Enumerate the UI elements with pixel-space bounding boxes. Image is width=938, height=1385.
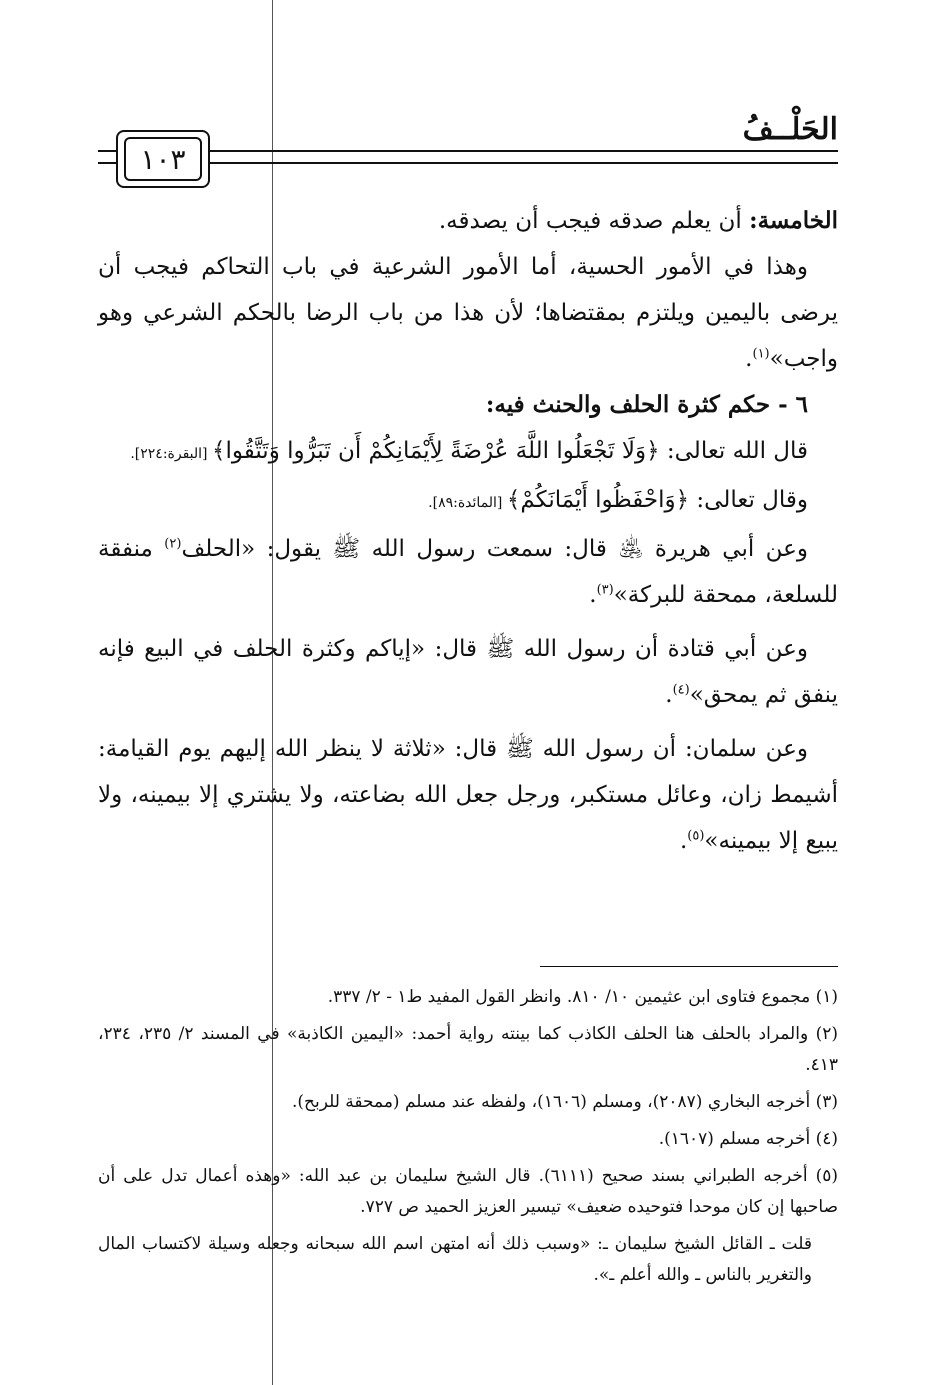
footnote-5-continuation: قلت ـ القائل الشيخ سليمان ـ: «وسبب ذلك أنه امتهن اسم الله سبحانه وجعله وسيلة لاكتساب المال والتغرير بالناس ـ والله أعلم ـ». bbox=[98, 1234, 812, 1285]
header-rule bbox=[208, 150, 838, 164]
paragraph-sensory: وهذا في الأمور الحسية، أما الأمور الشرعية في باب التحاكم فيجب أن يرضى باليمين ويلتزم بمقتضاها؛ لأن هذا من باب الرضا بالحكم الشرعي وهو واجب»$^{(١)}$. bbox=[98, 254, 838, 372]
running-title: الحَلْــفُ bbox=[742, 112, 838, 147]
footnotes bbox=[98, 982, 838, 1297]
paragraph-label: الخامسة: bbox=[749, 207, 838, 234]
paragraph-fifth: الخامسة: أن يعلم صدقه فيجب أن يصدقه. bbox=[438, 207, 838, 234]
footnote-4: (٤) أخرجه مسلم (١٦٠٧). bbox=[658, 1129, 838, 1149]
footnote-mark: (٥) bbox=[687, 828, 705, 844]
quran-verse: ﴿وَلَا تَجْعَلُوا اللَّهَ عُرْضَةً لِأَيْمَانِكُمْ أَن تَبَرُّوا وَتَتَّقُوا﴾ bbox=[211, 438, 660, 464]
footnote-3: (٣) أخرجه البخاري (٢٠٨٧)، ومسلم (١٦٠٦)، ولفظه عند مسلم (ممحقة للربح). bbox=[291, 1092, 838, 1112]
main-text bbox=[98, 198, 838, 864]
verse-reference: [البقرة:٢٢٤]. bbox=[130, 446, 212, 462]
verse-1: قال الله تعالى: ﴿وَلَا تَجْعَلُوا اللَّهَ عُرْضَةً لِأَيْمَانِكُمْ أَن تَبَرُّوا وَتَتَّقُوا﴾ [البقرة:٢٢٤]. bbox=[130, 438, 808, 464]
footnote-mark: (٢) bbox=[164, 536, 182, 552]
footnote-separator bbox=[540, 966, 838, 967]
footnote-2: (٢) والمراد بالحلف هنا الحلف الكاذب كما بينته رواية أحمد: «اليمين الكاذبة» في المسند ٢/ ٢٣٥، ٢٣٤، ٤١٣. bbox=[98, 1024, 838, 1075]
page-number: ١٠٣ bbox=[124, 137, 202, 181]
quran-verse: ﴿وَاحْفَظُوا أَيْمَانَكُمْ﴾ bbox=[506, 487, 690, 513]
footnote-mark: (٣) bbox=[596, 582, 614, 598]
hadith-abu-hurairah: وعن أبي هريرة ﵁ قال: سمعت رسول الله ﷺ يقول: «الحلف$^{(٢)}$ منفقة للسلعة، ممحقة للبركة»$^{(٣)}$. bbox=[98, 536, 838, 608]
footnote-mark: (١) bbox=[752, 346, 770, 362]
hadith-salman: وعن سلمان: أن رسول الله ﷺ قال: «ثلاثة لا ينظر الله إليهم يوم القيامة: أشيمط زان، وعائل مستكبر، ورجل جعل الله بضاعته، ولا يشتري إلا بيمينه، ولا يبيع إلا بيمينه»$^{(٥)}$. bbox=[98, 736, 838, 854]
footnote-5: (٥) أخرجه الطبراني بسند صحيح (٦١١١). قال الشيخ سليمان بن عبد الله: «وهذه أعمال تدل على أن صاحبها إن كان موحدا فتوحيده ضعيف» تيسير العزيز الحميد ص ٧٢٧. bbox=[98, 1166, 838, 1217]
hadith-abu-qatadah: وعن أبي قتادة أن رسول الله ﷺ قال: «إياكم وكثرة الحلف في البيع فإنه ينفق ثم يمحق»$^{(٤)}$. bbox=[98, 636, 838, 708]
verse-reference: [المائدة:٨٩]. bbox=[428, 495, 507, 511]
header-rule-left bbox=[98, 150, 116, 164]
footnote-mark: (٤) bbox=[672, 682, 690, 698]
footnote-1: (١) مجموع فتاوى ابن عثيمين ١٠/ ٨١٠. وانظر القول المفيد ط١ - ٢/ ٣٣٧. bbox=[327, 987, 838, 1007]
verse-2: وقال تعالى: ﴿وَاحْفَظُوا أَيْمَانَكُمْ﴾ [المائدة:٨٩]. bbox=[428, 487, 808, 513]
section-heading: ٦ - حكم كثرة الحلف والحنث فيه: bbox=[485, 391, 808, 418]
